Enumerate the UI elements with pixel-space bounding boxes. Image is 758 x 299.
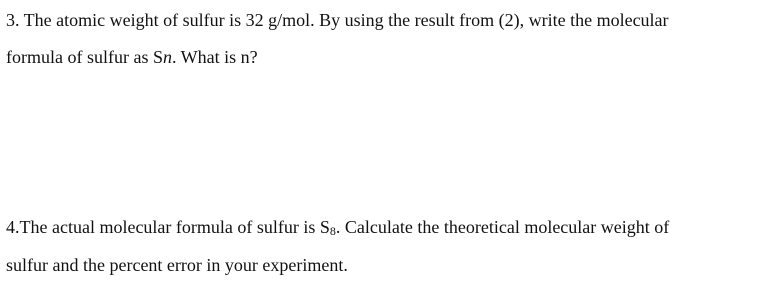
question-4-line-2: sulfur and the percent error in your experiment. [6,255,348,275]
question-3-variable-n: n [162,47,172,67]
question-4-line-1 [6,218,669,237]
question-3-line-1: 3. The atomic weight of sulfur is 32 g/mol. By using the result from (2), write the molecular [6,10,669,30]
question-4-line-1-suffix: . Calculate the theoretical molecular weight of [335,217,670,237]
question-4-line-1-prefix: 4.The actual molecular formula of sulfur is S [6,217,330,237]
question-3-line-2-prefix: formula of sulfur as S [6,47,163,67]
question-3-line-2 [6,48,258,66]
question-4-subscript-8: 8 [329,224,336,238]
question-3-line-2-suffix: . What is n? [171,47,258,67]
